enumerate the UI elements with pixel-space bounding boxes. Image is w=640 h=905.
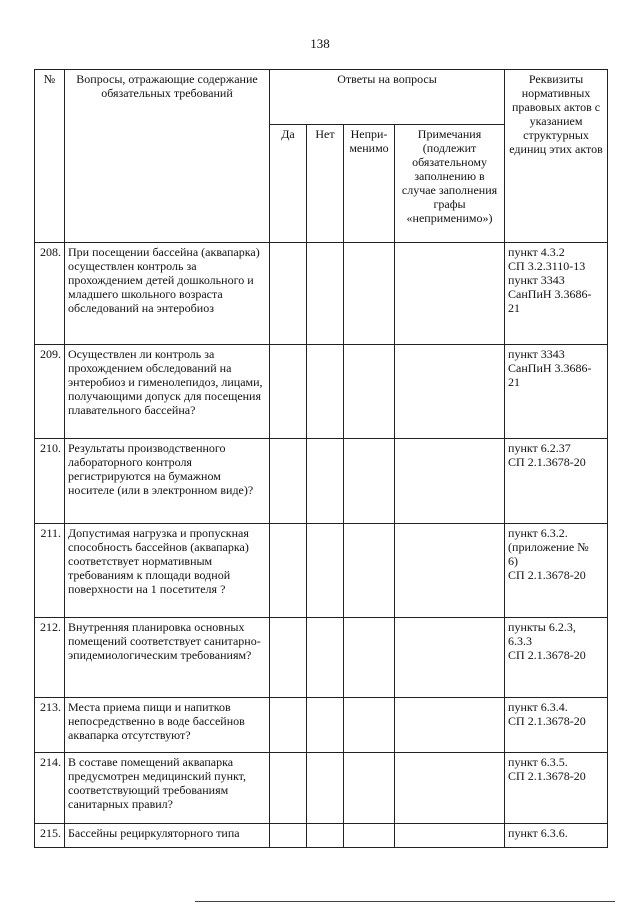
row-number: 210.: [35, 439, 65, 524]
requisite-line: 21: [508, 301, 521, 315]
answer-not-applicable-cell[interactable]: [344, 753, 395, 824]
row-number: 209.: [35, 345, 65, 439]
requisite-line: пункт 6.3.4.: [508, 700, 568, 714]
answer-not-applicable-cell[interactable]: [344, 524, 395, 618]
requisite-line: пункт 3343: [508, 347, 565, 361]
requisite-line: СП 2.1.3678-20: [508, 648, 586, 662]
answer-yes-cell[interactable]: [270, 524, 307, 618]
table-header: [35, 70, 608, 243]
answer-yes-cell[interactable]: [270, 753, 307, 824]
answer-yes-cell[interactable]: [270, 243, 307, 345]
header-num: №: [35, 70, 65, 243]
requisite-line: пункт 6.3.6.: [508, 826, 568, 840]
table-row: [35, 824, 608, 848]
answer-no-cell[interactable]: [307, 345, 344, 439]
requisite-line: СП 2.1.3678-20: [508, 568, 586, 582]
header-not-applicable: Непри- менимо: [344, 125, 395, 243]
row-requisites: [505, 753, 608, 824]
answer-no-cell[interactable]: [307, 698, 344, 753]
row-question: В составе помещений аквапарка предусмотрен медицинский пункт, соответствующий требованиям санитарных правил?: [65, 753, 270, 824]
row-question: Результаты производственного лабораторного контроля регистрируются на бумажном носителе (или в электронном виде)?: [65, 439, 270, 524]
row-requisites: [505, 698, 608, 753]
requisite-line: 6): [508, 554, 519, 568]
table-row: [35, 698, 608, 753]
row-requisites: [505, 345, 608, 439]
row-question: Места приема пищи и напитков непосредственно в воде бассейнов аквапарка отсутствуют?: [65, 698, 270, 753]
page-number: 138: [310, 36, 330, 51]
requisite-line: СП 2.1.3678-20: [508, 714, 586, 728]
requisite-line: 6.3.3: [508, 634, 533, 648]
row-question: Бассейны рециркуляторного типа: [65, 824, 270, 848]
answer-not-applicable-cell[interactable]: [344, 698, 395, 753]
row-question: Допустимая нагрузка и пропускная способность бассейнов (аквапарка) соответствует нормативным требованиям к площади водной поверхности на 1 посетителя ?: [65, 524, 270, 618]
table-row: [35, 524, 608, 618]
requisite-line: пункт 6.3.5.: [508, 755, 568, 769]
row-requisites: [505, 524, 608, 618]
header-no: Нет: [307, 125, 344, 243]
row-question: Внутренняя планировка основных помещений соответствует санитарно-эпидемиологическим требованиям?: [65, 618, 270, 698]
table-row: [35, 618, 608, 698]
answer-yes-cell[interactable]: [270, 698, 307, 753]
requisite-line: СанПиН 3.3686-: [508, 287, 592, 301]
row-number: 208.: [35, 243, 65, 345]
table-row: [35, 243, 608, 345]
answer-no-cell[interactable]: [307, 753, 344, 824]
page-bottom-edge: [195, 901, 615, 902]
row-number: 212.: [35, 618, 65, 698]
row-number: 215.: [35, 824, 65, 848]
answer-no-cell[interactable]: [307, 524, 344, 618]
answer-notes-cell[interactable]: [395, 345, 505, 439]
table-body: [35, 243, 608, 848]
answer-yes-cell[interactable]: [270, 824, 307, 848]
row-requisites: [505, 439, 608, 524]
answer-not-applicable-cell[interactable]: [344, 439, 395, 524]
answer-yes-cell[interactable]: [270, 439, 307, 524]
requisite-line: СП 3.2.3110-13: [508, 259, 586, 273]
answer-notes-cell[interactable]: [395, 524, 505, 618]
requisite-line: пункт 6.2.37: [508, 441, 571, 455]
answer-not-applicable-cell[interactable]: [344, 618, 395, 698]
answer-yes-cell[interactable]: [270, 345, 307, 439]
row-requisites: [505, 618, 608, 698]
table-row: [35, 753, 608, 824]
answer-notes-cell[interactable]: [395, 753, 505, 824]
row-requisites: [505, 824, 608, 848]
answer-notes-cell[interactable]: [395, 698, 505, 753]
answer-yes-cell[interactable]: [270, 618, 307, 698]
row-number: 214.: [35, 753, 65, 824]
header-notes: Примечания (подлежит обязательному заполнению в случае заполнения графы «неприменимо»): [395, 125, 505, 243]
answer-not-applicable-cell[interactable]: [344, 345, 395, 439]
answer-no-cell[interactable]: [307, 618, 344, 698]
header-question: Вопросы, отражающие содержание обязательных требований: [65, 70, 270, 243]
requisite-line: пункт 3343: [508, 273, 565, 287]
requisite-line: пункты 6.2.3,: [508, 620, 576, 634]
table-row: [35, 439, 608, 524]
row-question: При посещении бассейна (аквапарка) осуществлен контроль за прохождением детей дошкольного и младшего школьного возраста обследований на энтеробиоз: [65, 243, 270, 345]
header-yes: Да: [270, 125, 307, 243]
requisite-line: пункт 4.3.2: [508, 245, 565, 259]
requisite-line: 21: [508, 375, 521, 389]
answer-not-applicable-cell[interactable]: [344, 824, 395, 848]
answer-not-applicable-cell[interactable]: [344, 243, 395, 345]
answer-notes-cell[interactable]: [395, 618, 505, 698]
answer-no-cell[interactable]: [307, 243, 344, 345]
requisite-line: СП 2.1.3678-20: [508, 769, 586, 783]
requisite-line: (приложение №: [508, 540, 589, 554]
row-number: 213.: [35, 698, 65, 753]
requisite-line: пункт 6.3.2.: [508, 526, 568, 540]
row-requisites: [505, 243, 608, 345]
table-row: [35, 345, 608, 439]
answer-notes-cell[interactable]: [395, 243, 505, 345]
requisite-line: СанПиН 3.3686-: [508, 361, 592, 375]
answer-notes-cell[interactable]: [395, 824, 505, 848]
answer-no-cell[interactable]: [307, 439, 344, 524]
answer-no-cell[interactable]: [307, 824, 344, 848]
answer-notes-cell[interactable]: [395, 439, 505, 524]
row-number: 211.: [35, 524, 65, 618]
header-requisites: Реквизиты нормативных правовых актов с указанием структурных единиц этих актов: [505, 70, 608, 243]
requisite-line: СП 2.1.3678-20: [508, 455, 586, 469]
header-answers: Ответы на вопросы: [270, 70, 505, 125]
checklist-table: [34, 69, 608, 848]
row-question: Осуществлен ли контроль за прохождением обследований на энтеробиоз и гименолепидоз, лицами, получающими допуск для посещения плавательного бассейна?: [65, 345, 270, 439]
